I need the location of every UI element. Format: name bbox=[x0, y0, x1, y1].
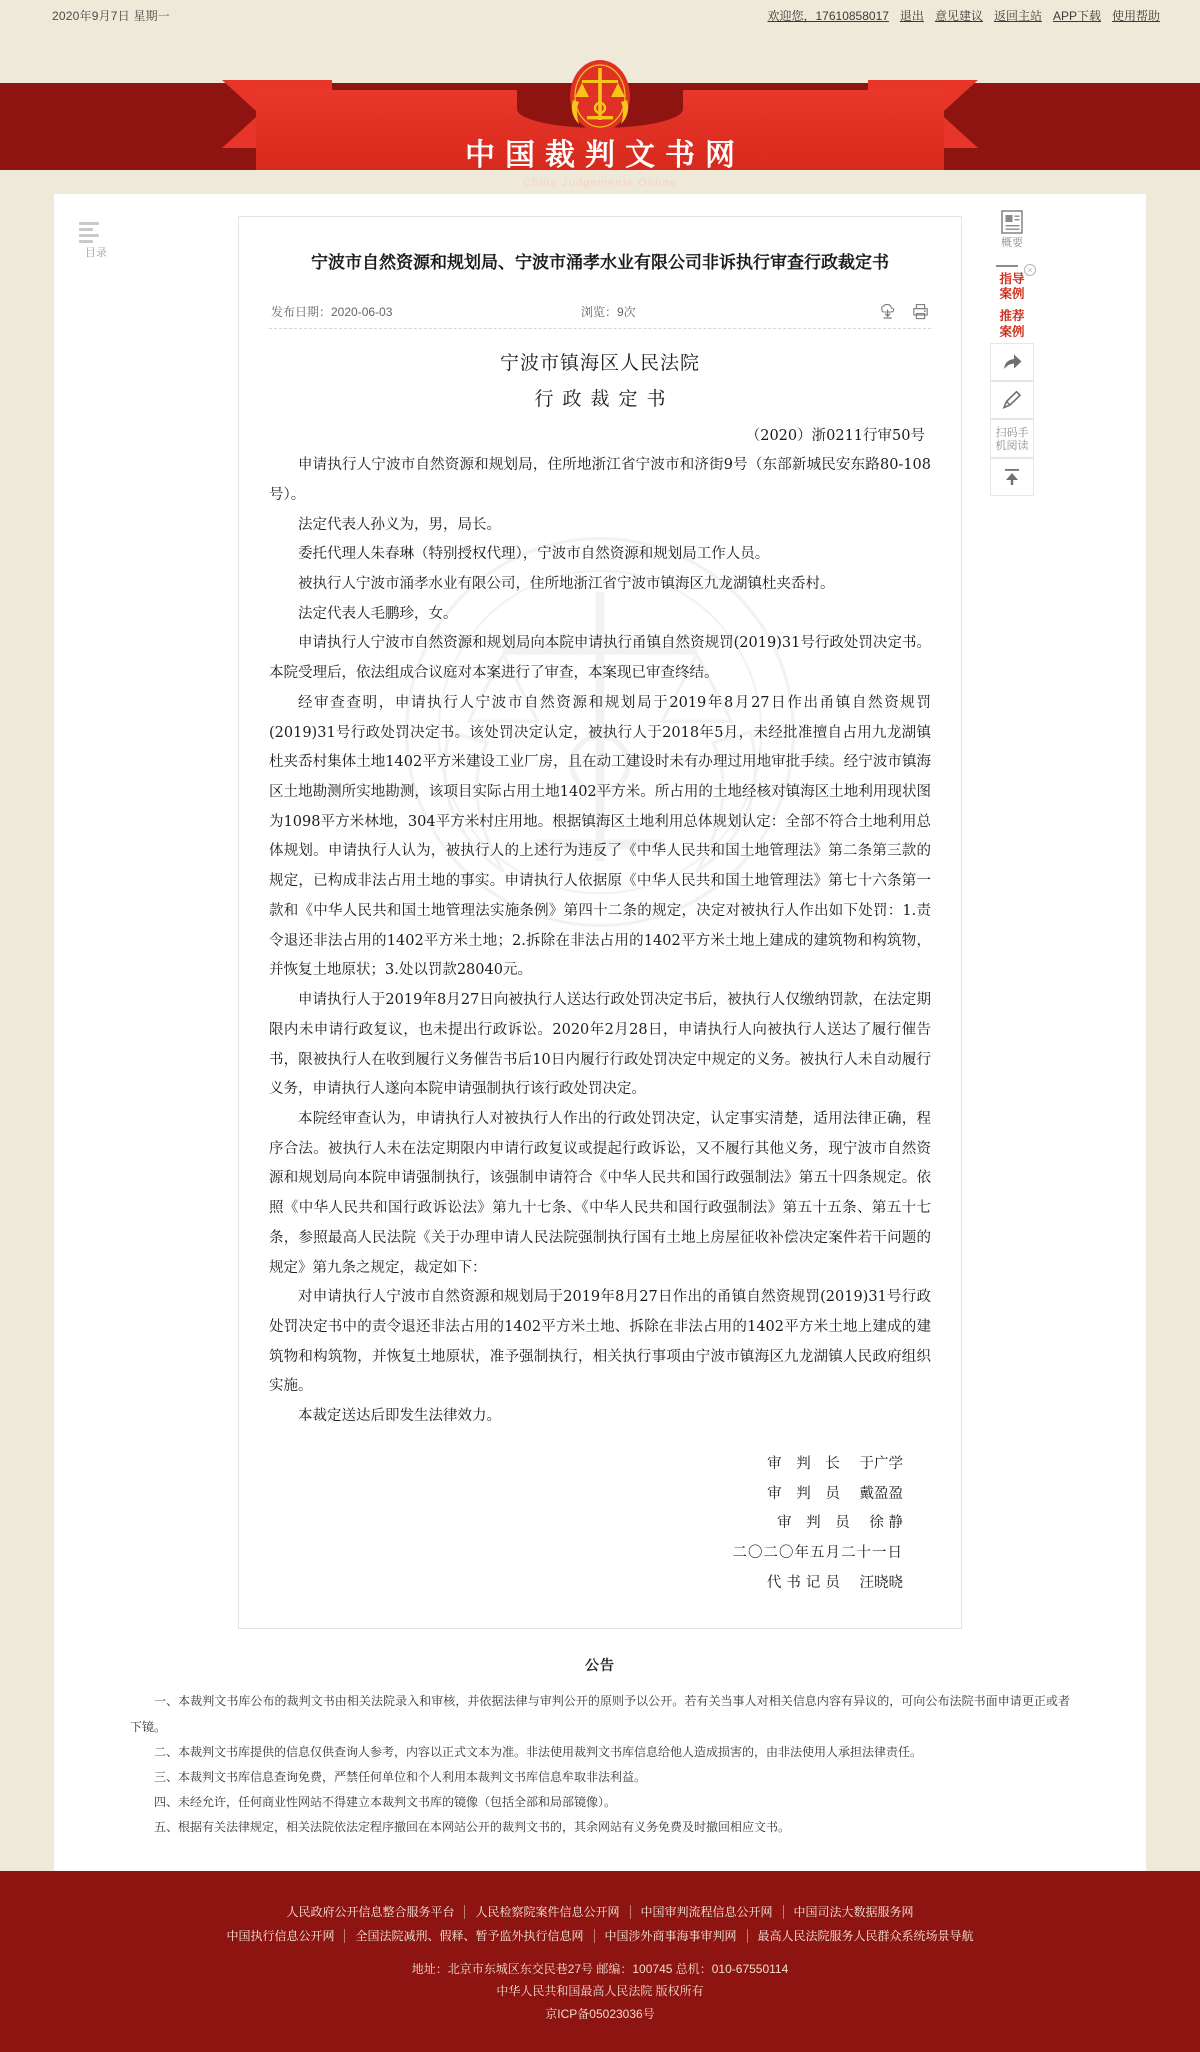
footer-copyright: 中华人民共和国最高人民法院 版权所有 bbox=[496, 1984, 704, 1999]
site-footer bbox=[0, 1880, 1200, 2052]
public-notice-section bbox=[130, 1655, 1070, 1870]
signature-role: 审 判 员 bbox=[767, 1485, 845, 1502]
summary-tool-button[interactable] bbox=[990, 202, 1034, 255]
document-type-heading: 行政裁定书 bbox=[534, 387, 675, 410]
help-link[interactable]: 使用帮助 bbox=[1111, 8, 1160, 23]
qr-read-label-line1: 扫码手 bbox=[995, 427, 1029, 440]
outline-label: 目录 bbox=[85, 247, 107, 259]
footer-top-strip bbox=[0, 1871, 1200, 1880]
meta-divider bbox=[269, 328, 931, 329]
download-button[interactable] bbox=[879, 303, 896, 320]
rail-separator bbox=[996, 265, 1018, 267]
close-icon[interactable]: × bbox=[1024, 264, 1036, 276]
app-download-link[interactable]: APP下载 bbox=[1052, 8, 1101, 23]
download-icon bbox=[879, 303, 896, 320]
signature-name: 徐 静 bbox=[869, 1515, 903, 1532]
guiding-case-label-line1: 指导 bbox=[999, 271, 1025, 286]
footer-link-judicial-bigdata[interactable]: 中国司法大数据服务网 bbox=[793, 1904, 914, 1919]
back-to-top-button[interactable] bbox=[990, 458, 1034, 496]
footer-link-trial-process[interactable]: 中国审判流程信息公开网 bbox=[631, 1905, 784, 1919]
clerk-name: 汪晓晓 bbox=[859, 1574, 903, 1591]
qr-mobile-read-button[interactable] bbox=[990, 419, 1034, 458]
body-paragraph: 经审查查明，申请执行人宁波市自然资源和规划局于2019年8月27日作出甬镇自然资规罚(2019)31号行政处罚决定书。该处罚决定认定，被执行人于2018年5月，未经批准擅自占用九龙湖镇杜夹岙村集体土地1402平方米建设工业厂房，且在动工建设时未有办理过用地审批手续。经宁波市镇海区土地勘测所实地勘测，该项目实际占用土地1402平方米。所占用的土地经核对镇海区土地利用现状图为1098平方米林地，304平方米村庄用地。根据镇海区土地利用总体规划认定：全部不符合土地利用总体规划。申请执行人认为，被执行人的上述行为违反了《中华人民共和国土地管理法》第二条第三款的规定，已构成非法占用土地的事实。申请执行人依据原《中华人民共和国土地管理法》第七十六条第一款和《中华人民共和国土地管理法实施条例》第四十二条的规定，决定对被执行人作出如下处罚：1.责令退还非法占用的1402平方米土地；2.拆除在非法占用的1402平方米土地上建成的建筑物和构筑物，并恢复土地原状；3.处以罚款28040元。 bbox=[269, 694, 931, 979]
document-action-icons bbox=[879, 303, 929, 320]
signature-block bbox=[269, 1450, 931, 1599]
recommended-case-button[interactable] bbox=[990, 306, 1034, 343]
clerk-row bbox=[269, 1569, 903, 1599]
body-paragraph: 申请执行人宁波市自然资源和规划局向本院申请执行甬镇自然资规罚(2019)31号行政处罚决定书。本院受理后，依法组成合议庭对本案进行了审查，本案现已审查终结。 bbox=[269, 635, 931, 682]
signature-name: 于广学 bbox=[859, 1455, 903, 1472]
back-to-main-site-link[interactable]: 返回主站 bbox=[993, 8, 1042, 23]
summary-tool-label: 概要 bbox=[1001, 237, 1023, 249]
footer-icp: 京ICP备05023036号 bbox=[545, 2007, 655, 2022]
footer-link-procuratorate[interactable]: 人民检察院案件信息公开网 bbox=[465, 1905, 630, 1919]
party-line: 法定代表人孙义为，男，局长。 bbox=[298, 516, 501, 533]
body-paragraph: 本院经审查认为，申请执行人对被执行人作出的行政处罚决定，认定事实清楚，适用法律正确，程序合法。被执行人未在法定期限内申请行政复议或提起行政诉讼，又不履行其他义务，现宁波市自然资源和规划局向本院申请强制执行，该强制申请符合《中华人民共和国行政强制法》第五十四条规定。依照《中华人民共和国行政诉讼法》第九十七条、《中华人民共和国行政强制法》第五十五条、第五十七条，参照最高人民法院《关于办理申请人民法院强制执行国有土地上房屋征收补偿决定案件若干问题的规定》第九条之规定，裁定如下： bbox=[269, 1110, 931, 1276]
top-links-group bbox=[768, 7, 1161, 24]
body-paragraph: 对申请执行人宁波市自然资源和规划局于2019年8月27日作出的甬镇自然资规罚(2019)31号行政处罚决定书中的责令退还非法占用的1402平方米土地、拆除在非法占用的1402平方米土地上建成的建筑物和构筑物，并恢复土地原状，准予强制执行，相关执行事项由宁波市镇海区九龙湖镇人民政府组织实施。 bbox=[269, 1289, 931, 1395]
page-title: 宁波市自然资源和规划局、宁波市涌孝水业有限公司非诉执行审查行政裁定书 bbox=[311, 253, 889, 273]
signature-role: 审 判 长 bbox=[767, 1455, 845, 1472]
party-line: 法定代表人毛鹏珍，女。 bbox=[298, 605, 458, 622]
footer-link-commutation-parole[interactable]: 全国法院减刑、假释、暂予监外执行信息网 bbox=[345, 1929, 594, 1943]
share-arrow-icon bbox=[1000, 351, 1024, 373]
print-icon bbox=[912, 303, 929, 320]
document-meta-row bbox=[269, 303, 931, 328]
notice-item: 四、未经允许，任何商业性网站不得建立本裁判文书库的镜像（包括全部和局部镜像）。 bbox=[154, 1795, 617, 1810]
signature-row bbox=[269, 1480, 903, 1510]
footer-link-gov-info[interactable]: 人民政府公开信息整合服务平台 bbox=[276, 1905, 465, 1919]
footer-link-service-navigation[interactable]: 最高人民法院服务人民群众系统场景导航 bbox=[757, 1928, 974, 1943]
recommended-case-label-line2: 案例 bbox=[999, 324, 1025, 339]
guiding-case-label-line2: 案例 bbox=[999, 287, 1025, 302]
footer-links-row-1 bbox=[0, 1900, 1200, 1924]
case-number: （2020）浙0211行审50号 bbox=[745, 427, 925, 444]
footer-links-row-2 bbox=[0, 1924, 1200, 1948]
banner-title-block bbox=[0, 130, 1200, 189]
notice-title: 公告 bbox=[585, 1657, 615, 1674]
pencil-icon bbox=[1000, 389, 1024, 411]
view-count: 浏览：9次 bbox=[581, 304, 636, 319]
party-line: 申请执行人宁波市自然资源和规划局，住所地浙江省宁波市和济街9号（东部新城民安东路80-108号）。 bbox=[269, 457, 931, 503]
signature-role: 审 判 员 bbox=[777, 1515, 855, 1532]
content-sheet bbox=[54, 194, 1146, 1871]
signature-row bbox=[269, 1450, 903, 1480]
footer-address-block bbox=[0, 1958, 1200, 2026]
signature-name: 戴盈盈 bbox=[859, 1485, 903, 1502]
clerk-role: 代书记员 bbox=[766, 1574, 845, 1591]
top-utility-bar bbox=[0, 0, 1200, 30]
court-name: 宁波市镇海区人民法院 bbox=[499, 351, 700, 374]
outline-rail[interactable] bbox=[79, 222, 113, 259]
current-date: 2020年9月7日 星期一 bbox=[52, 8, 170, 23]
body-paragraph: 申请执行人于2019年8月27日向被执行人送达行政处罚决定书后，被执行人仅缴纳罚款，在法定期限内未申请行政复议，也未提出行政诉讼。2020年2月28日，申请执行人向被执行人送达了履行催告书，限被执行人在收到履行义务催告书后10日内履行行政处罚决定中规定的义务。被执行人未自动履行义务，申请执行人遂向本院申请强制执行该行政处罚决定。 bbox=[269, 992, 931, 1098]
outline-bars-icon bbox=[79, 222, 113, 243]
recommended-case-label-line1: 推荐 bbox=[999, 308, 1025, 323]
party-line: 被执行人宁波市涌孝水业有限公司，住所地浙江省宁波市镇海区九龙湖镇杜夹岙村。 bbox=[298, 576, 835, 592]
notice-item: 二、本裁判文书库提供的信息仅供查询人参考，内容以正式文本为准。非法使用裁判文书库信息给他人造成损害的，由非法使用人承担法律责任。 bbox=[154, 1744, 923, 1759]
publish-date: 发布日期：2020-06-03 bbox=[271, 304, 393, 319]
site-title-cn: 中国裁判文书网 bbox=[465, 138, 745, 173]
logout-link[interactable]: 退出 bbox=[899, 8, 924, 23]
page-stage bbox=[0, 170, 1200, 1871]
arrow-up-icon bbox=[1000, 466, 1024, 488]
qr-read-label-line2: 机阅读 bbox=[995, 439, 1029, 452]
print-button[interactable] bbox=[912, 303, 929, 320]
footer-address: 地址：北京市东城区东交民巷27号 邮编：100745 总机：010-67550114 bbox=[411, 1961, 789, 1976]
tools-rail bbox=[990, 202, 1034, 496]
welcome-user-link[interactable]: 欢迎您，17610858017 bbox=[767, 8, 889, 23]
site-banner bbox=[0, 30, 1200, 189]
document-summary-icon bbox=[999, 209, 1025, 235]
notice-item: 五、根据有关法律规定，相关法院依法定程序撤回在本网站公开的裁判文书的，其余网站有义务免费及时撤回相应文书。 bbox=[154, 1820, 791, 1835]
feedback-link[interactable]: 意见建议 bbox=[934, 8, 983, 23]
footer-link-foreign-commercial[interactable]: 中国涉外商事海事审判网 bbox=[595, 1929, 748, 1943]
signature-date: 二〇二〇年五月二十一日 bbox=[732, 1545, 903, 1561]
notice-item: 三、本裁判文书库信息查询免费，严禁任何单位和个人利用本裁判文书库信息牟取非法利益。 bbox=[154, 1770, 647, 1784]
edit-note-button[interactable] bbox=[990, 381, 1034, 419]
party-line: 委托代理人朱春琳（特别授权代理），宁波市自然资源和规划局工作人员。 bbox=[298, 546, 770, 563]
notice-item: 一、本裁判文书库公布的裁判文书由相关法院录入和审核，并依据法律与审判公开的原则予以公开。若有关当事人对相关信息内容有异议的，可向公布法院书面申请更正或者下镜。 bbox=[130, 1694, 1070, 1734]
judgement-document-card bbox=[238, 216, 962, 1629]
body-paragraph: 本裁定送达后即发生法律效力。 bbox=[298, 1408, 501, 1425]
signature-row bbox=[269, 1509, 903, 1539]
site-title-en: China Judgements Online bbox=[522, 177, 678, 189]
footer-link-execution-info[interactable]: 中国执行信息公开网 bbox=[216, 1929, 345, 1943]
document-inner bbox=[269, 243, 931, 1598]
share-button[interactable] bbox=[990, 343, 1034, 381]
